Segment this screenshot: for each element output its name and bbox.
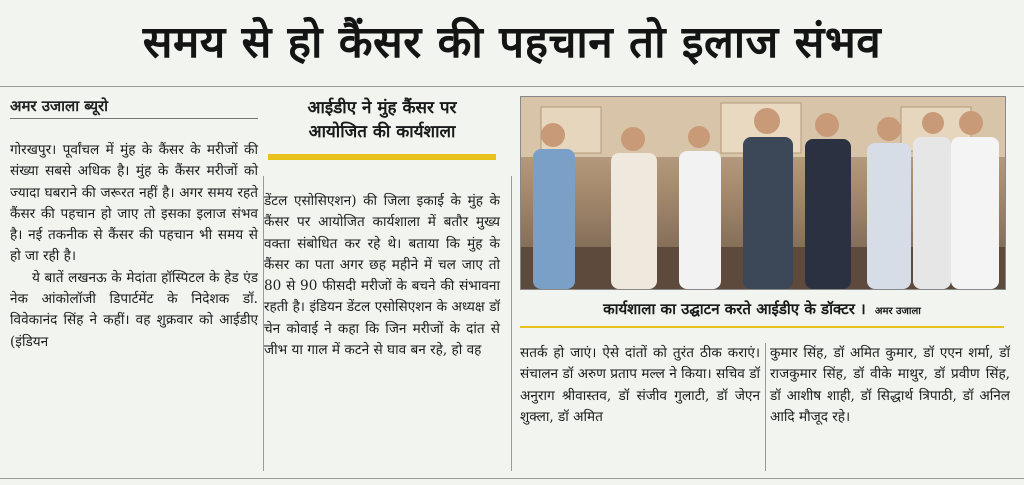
news-photo [520, 96, 1006, 290]
article-column-4 [770, 343, 1010, 428]
article-column-2 [264, 191, 500, 361]
headline: समय से हो कैंसर की पहचान तो इलाज संभव [142, 17, 882, 68]
photo-credit: अमर उजाला [874, 306, 921, 317]
group-photo-illustration [521, 97, 1005, 289]
column-4-paragraph: कुमार सिंह, डॉ अमित कुमार, डॉ एएन शर्मा, डॉ राजकुमार सिंह, डॉ वीके माथुर, डॉ प्रवीण सिंह, डॉ आशीष शाही, डॉ सिद्धार्थ त्रिपाठी, डॉ अनिल आदि मौजूद रहे। [770, 345, 1010, 425]
byline: अमर उजाला ब्यूरो [10, 97, 109, 115]
headline-divider [0, 86, 1024, 87]
caption-text: कार्यशाला का उद्घाटन करते आईडीए के डॉक्टर । [603, 300, 866, 318]
column-divider-3 [765, 343, 766, 471]
column-divider-1 [263, 176, 264, 471]
column-1-paragraph-1: गोरखपुर। पूर्वांचल में मुंह के कैंसर के मरीजों की संख्या सबसे अधिक है। मुंह के कैंसर मरीजों को ज्यादा घबराने की जरूरत नहीं है। अगर समय रहते कैंसर की पहचान हो जाए तो इसका इलाज संभव है। नई तकनीक से कैंसर की पहचान भी समय से हो जा रही है। [10, 142, 258, 265]
photo-caption [520, 294, 1004, 324]
column-divider-2 [511, 176, 512, 471]
byline-divider [10, 118, 258, 119]
sub-headline [266, 96, 498, 144]
column-3-paragraph: सतर्क हो जाएं। ऐसे दांतों को तुरंत ठीक कराएं। संचालन डॉ अरुण प्रताप मल्ल ने किया। सचिव डॉ अनुराग श्रीवास्तव, डॉ संजीव गुलाटी, डॉ जेएन शुक्ला, डॉ अमित [520, 345, 760, 425]
article-column-3 [520, 343, 760, 428]
column-2-paragraph: डेंटल एसोसिएशन) की जिला इकाई के मुंह के कैंसर पर आयोजित कार्यशाला में बतौर मुख्य वक्ता संबोधित कर रहे थे। बताया कि मुंह के कैंसर का पता अगर छह महीने में चल जाए तो 80 से 90 फीसदी मरीजों के बचने की संभावना रहती है। इंडियन डेंटल एसोसिएशन के अध्यक्ष डॉ चेन कोवाई ने कहा कि जिन मरीजों के दांत से जीभ या गाल में कटने से घाव बन रहे, हो वह [264, 193, 500, 359]
sub-headline-line-2: आयोजित की कार्यशाला [308, 122, 456, 142]
sub-headline-line-1: आईडीए ने मुंह कैंसर पर [307, 98, 457, 118]
column-1-paragraph-2: ये बातें लखनऊ के मेदांता हॉस्पिटल के हेड एंड नेक आंकोलॉजी डिपार्टमेंट के निदेशक डॉ. विवेकानंद सिंह ने कहीं। वह शुक्रवार को आईडीए (इंडियन [10, 269, 258, 350]
article-column-1 [10, 140, 258, 353]
footer-divider [0, 478, 1024, 479]
sub-headline-accent-bar [268, 154, 496, 160]
caption-divider [520, 326, 1004, 328]
